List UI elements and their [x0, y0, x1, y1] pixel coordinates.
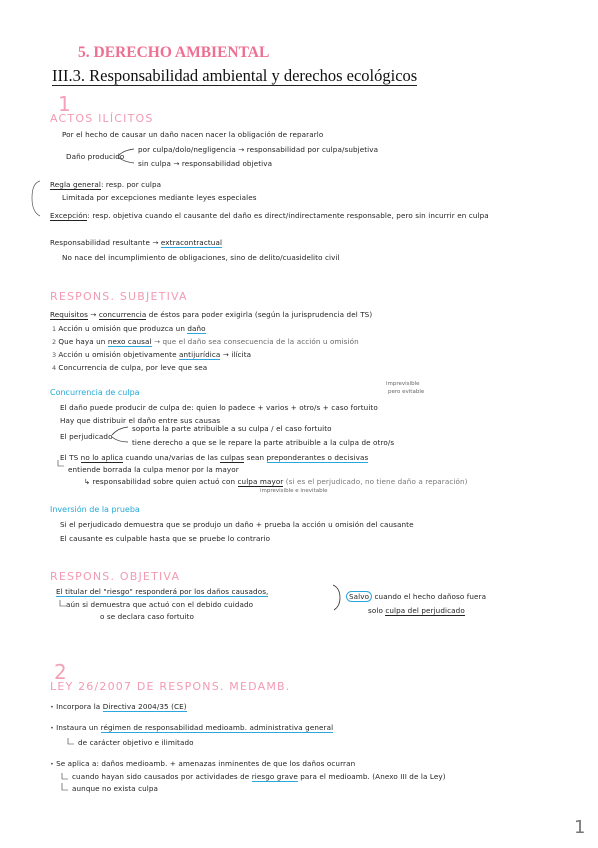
ley-item-2: • Instaura un régimen de responsabilidad medioamb. administrativa general	[50, 723, 334, 732]
requisito-item-3: 3 Acción u omisión objetivamente antijurídica → ilícita	[52, 350, 252, 359]
section-number-1: 1	[58, 92, 71, 116]
requisito-item-2: 2 Que haya un nexo causal → que el daño sea consecuencia de la acción u omisión	[52, 337, 359, 346]
section-heading-ley: LEY 26/2007 DE RESPONS. MEDAMB.	[50, 680, 291, 693]
section-heading-actos-ilicitos: ACTOS ILÍCITOS	[50, 112, 154, 125]
requisito-item-1: 1 Acción u omisión que produzca un daño	[52, 324, 206, 333]
inversion-prueba-heading: Inversión de la prueba	[50, 505, 140, 514]
text-line: Hay que distribuir el daño entre sus causas	[60, 416, 221, 425]
page-number: 1	[574, 817, 586, 838]
excepcion-line: Excepción: resp. objetiva cuando el causante del daño es direct/indirectamente responsable, pero sin incurrir en culpa	[50, 211, 489, 220]
branch-item: por culpa/dolo/negligencia → responsabilidad por culpa/subjetiva	[138, 145, 379, 154]
branch-item: sin culpa → responsabilidad objetiva	[138, 159, 273, 168]
branch-item: tiene derecho a que se le repare la parte atribuible a la culpa de otro/s	[132, 438, 395, 447]
section-heading-objetiva: RESPONS. OBJETIVA	[50, 570, 181, 583]
text-line: Si el perjudicado demuestra que se produjo un daño + prueba la acción u omisión del causante	[60, 520, 414, 529]
ley-item-3: • Se aplica a: daños medioamb. + amenazas inminentes de que los daños ocurran	[50, 759, 356, 768]
ley-item-3-detail: cuando hayan sido causados por actividades de riesgo grave para el medioamb. (Anexo III de la Ley)	[72, 772, 446, 781]
objetiva-line-1: El titular del "riesgo" responderá por los daños causados,	[56, 587, 269, 596]
regla-general-line: Regla general: resp. por culpa	[50, 180, 162, 189]
text-line: entiende borrada la culpa menor por la mayor	[68, 465, 239, 474]
text-line: El daño puede producir de culpa de: quien lo padece + varios + otro/s + caso fortuito	[60, 403, 378, 412]
page-title: 5. DERECHO AMBIENTAL	[78, 44, 270, 61]
section-heading-subjetiva: RESPONS. SUBJETIVA	[50, 290, 188, 303]
text-line: de carácter objetivo e ilimitado	[78, 738, 194, 747]
text-line: Limitada por excepciones mediante leyes especiales	[62, 193, 257, 202]
ts-consequence-line: ↳ responsabilidad sobre quien actuó con culpa mayor (si es el perjudicado, no tiene daño a reparación)	[84, 477, 468, 486]
ts-line: El TS no lo aplica cuando una/varias de las culpas sean preponderantes o decisivas	[60, 453, 369, 462]
salvo-line-2: solo culpa del perjudicado	[368, 606, 465, 615]
dano-producido-label: Daño producido	[66, 152, 125, 161]
concurrencia-heading: Concurrencia de culpa	[50, 388, 140, 397]
text-line: aunque no exista culpa	[72, 784, 159, 793]
ley-item-1: • Incorpora la Directiva 2004/35 (CE)	[50, 702, 187, 711]
text-line: aún si demuestra que actuó con el debido cuidado	[66, 600, 254, 609]
section-number-2: 2	[54, 660, 67, 684]
requisitos-line: Requisitos → concurrencia de éstos para poder exigirla (según la jurisprudencia del TS)	[50, 310, 373, 319]
branch-item: soporta la parte atribuible a su culpa / el caso fortuito	[132, 424, 332, 433]
text-line: Por el hecho de causar un daño nacen nacer la obligación de repararlo	[62, 130, 324, 139]
section-subtitle: III.3. Responsabilidad ambiental y derechos ecológicos	[52, 66, 418, 85]
salvo-line: Salvo cuando el hecho dañoso fuera	[346, 592, 486, 601]
requisito-item-4: 4 Concurrencia de culpa, por leve que sea	[52, 363, 208, 372]
note-imprevisible: imprevisible	[386, 381, 420, 387]
note-pero-evitable: pero evitable	[388, 389, 425, 395]
text-line: No nace del incumplimiento de obligaciones, sino de delito/cuasidelito civil	[62, 253, 340, 262]
text-line: o se declara caso fortuito	[100, 612, 194, 621]
note-imprevisible-inevitable: imprevisible e inevitable	[260, 488, 328, 494]
text-line: El causante es culpable hasta que se pruebe lo contrario	[60, 534, 271, 543]
responsabilidad-resultante-line: Responsabilidad resultante → extracontractual	[50, 238, 223, 247]
perjudicado-label: El perjudicado	[60, 432, 113, 441]
